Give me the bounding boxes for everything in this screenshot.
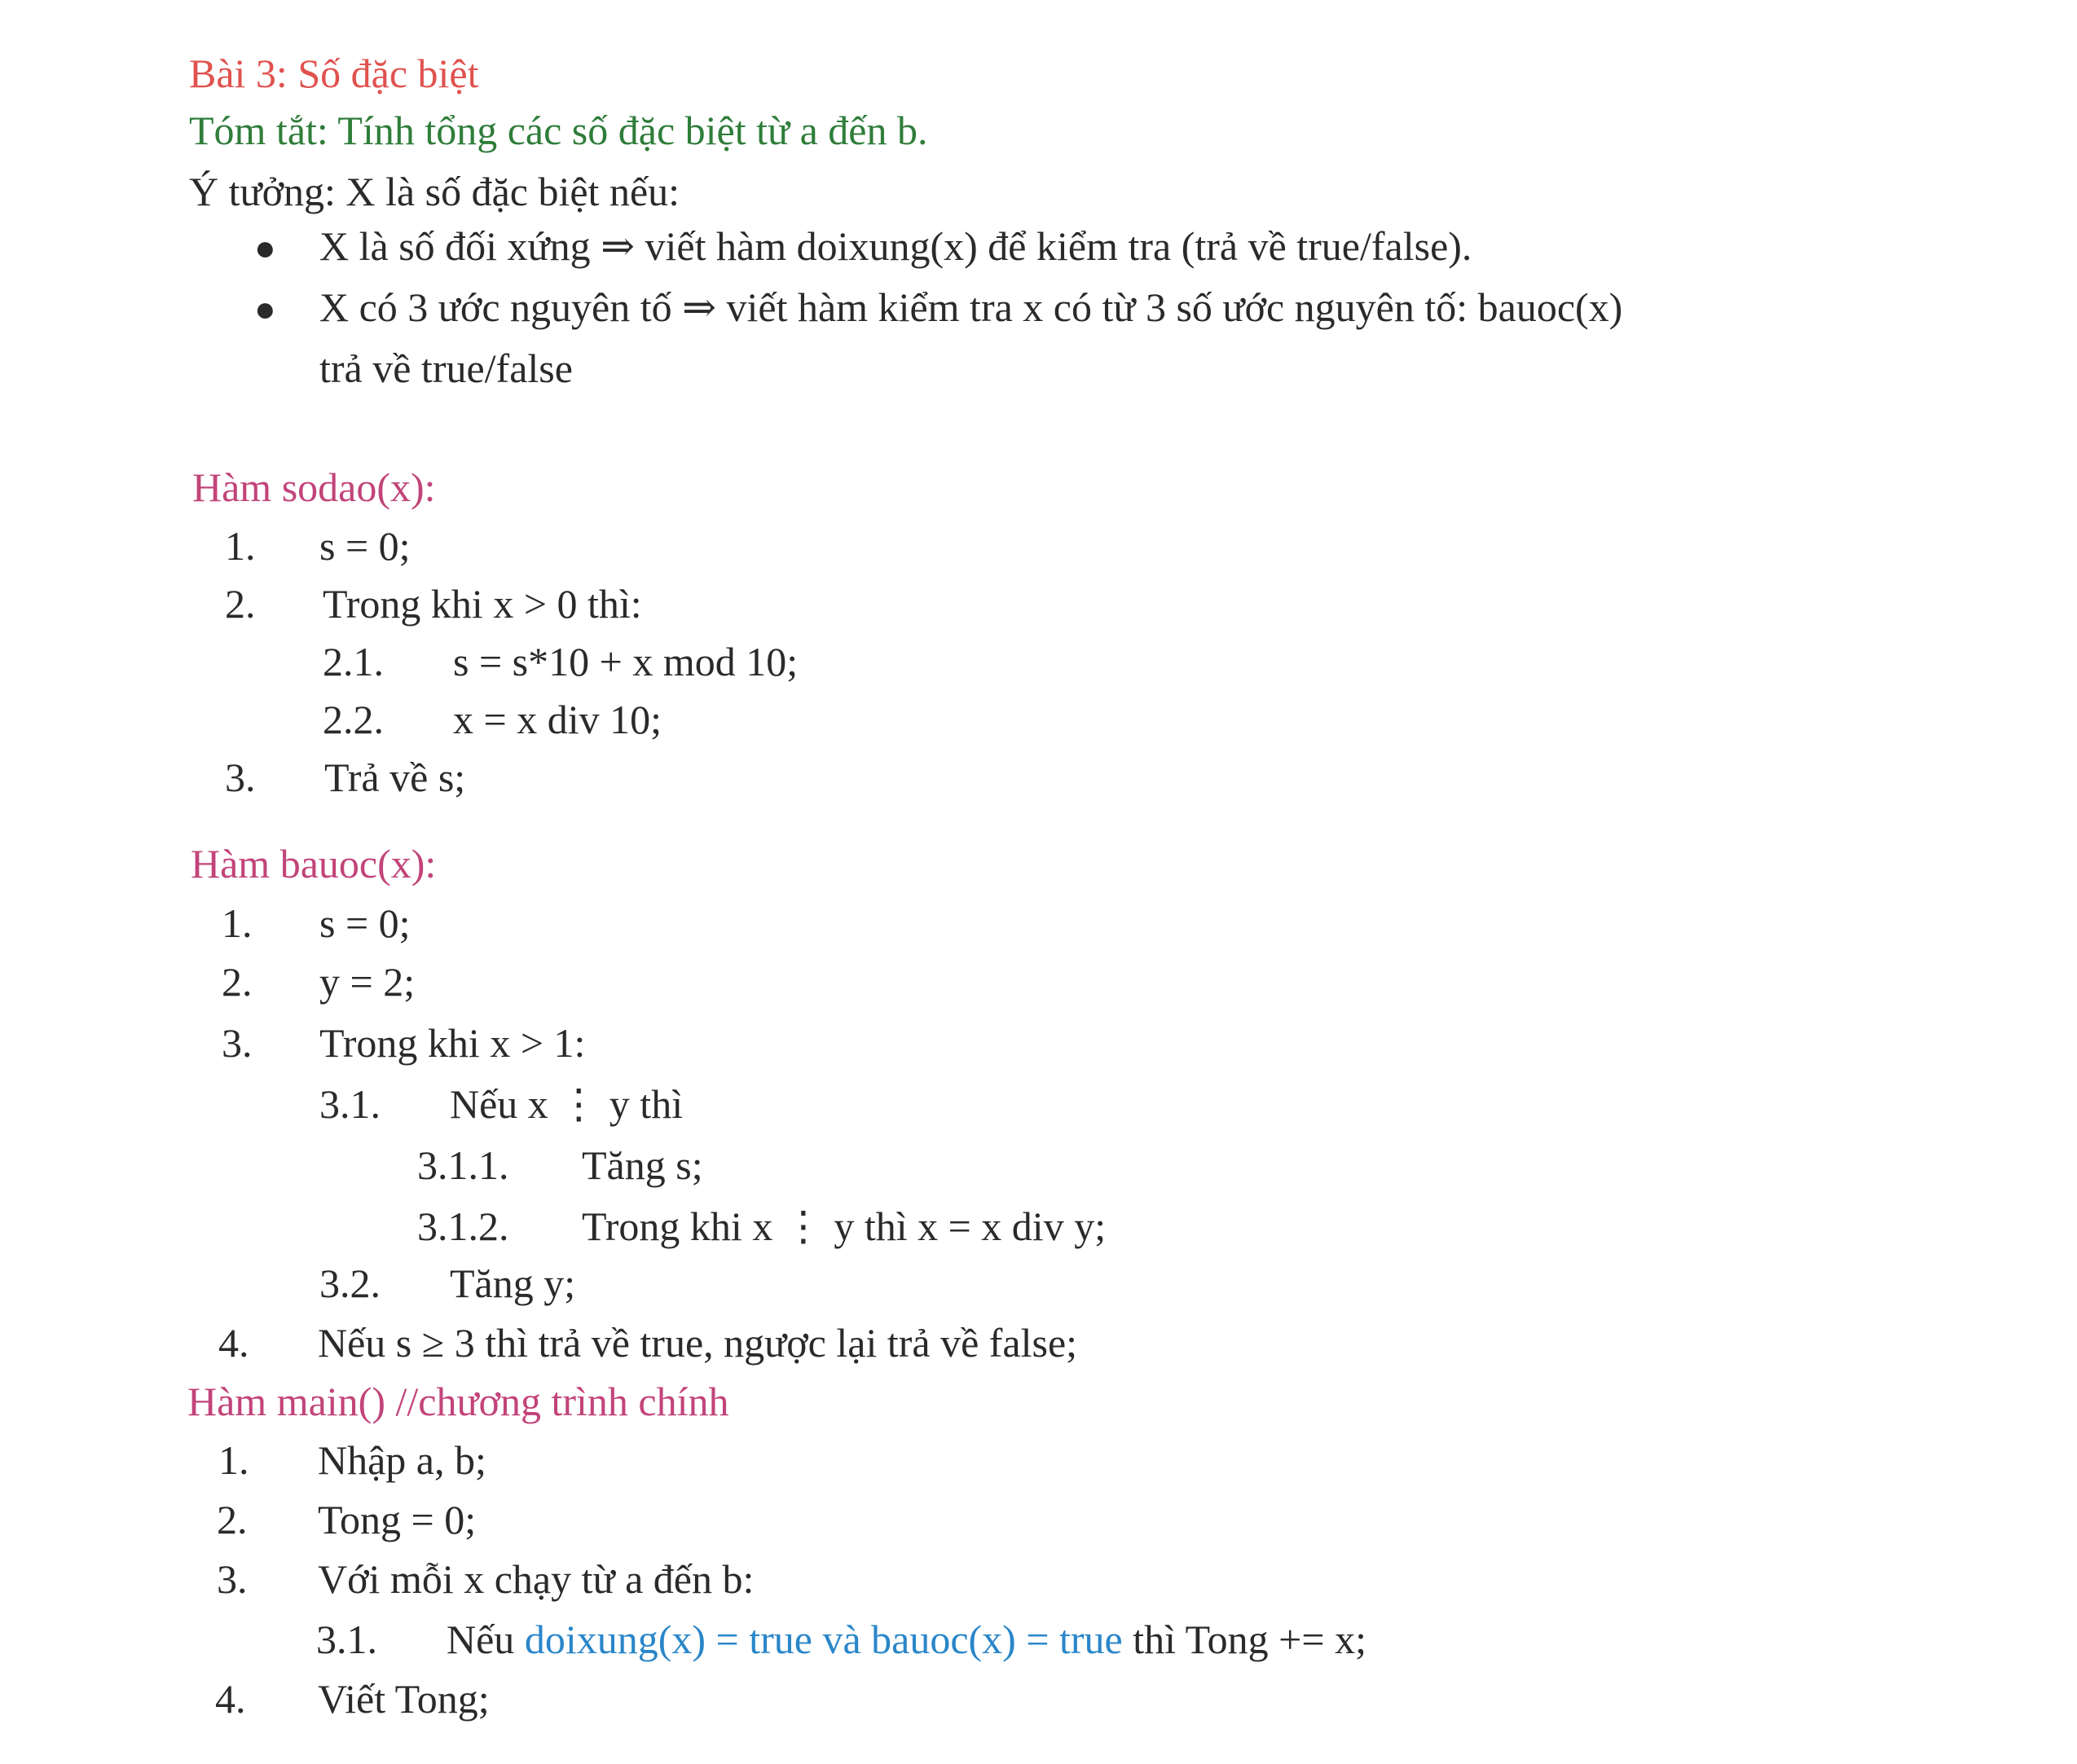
highlighted-condition: doixung(x) = true và bauoc(x) = true <box>524 1617 1123 1662</box>
step-number: 2.1. <box>323 639 384 684</box>
step-number: 4. <box>218 1320 249 1366</box>
step-number: 4. <box>215 1676 246 1722</box>
step-number: 3.1. <box>319 1081 381 1127</box>
step-number: 3.2. <box>319 1260 381 1306</box>
bullet-dot: ● <box>254 228 276 268</box>
step-text: Viết Tong; <box>318 1676 490 1722</box>
step-text: y = 2; <box>319 959 416 1005</box>
idea-bullet-2: X có 3 ước nguyên tố ⇒ viết hàm kiểm tra x có từ 3 số ước nguyên tố: bauoc(x) <box>319 284 1623 330</box>
step-number: 2. <box>225 581 256 627</box>
step-number: 2.2. <box>323 697 384 742</box>
step-number: 3. <box>225 754 256 800</box>
bullet-dot: ● <box>254 289 276 329</box>
idea-bullet-2-continuation: trả về true/false <box>319 345 573 391</box>
step-text: Nếu s ≥ 3 thì trả về true, ngược lại trả về false; <box>318 1320 1078 1366</box>
step-text: Tăng y; <box>450 1260 576 1306</box>
step-number: 1. <box>222 900 253 946</box>
step-text-conditional <box>447 1615 1366 1664</box>
step-number: 1. <box>225 523 256 569</box>
step-number: 2. <box>217 1497 248 1542</box>
step-text: s = 0; <box>319 523 411 569</box>
step-text: Tong = 0; <box>318 1497 477 1542</box>
step-text: Trả về s; <box>324 754 466 800</box>
step-number: 3. <box>222 1020 253 1066</box>
step-text: Trong khi x ⋮ y thì x = x div y; <box>582 1203 1107 1249</box>
step-text-suffix: thì Tong += x; <box>1122 1617 1366 1662</box>
step-text: x = x div 10; <box>453 697 662 742</box>
idea-heading: Ý tưởng: X là số đặc biệt nếu: <box>189 169 680 214</box>
summary-line: Tóm tắt: Tính tổng các số đặc biệt từ a đến b. <box>189 108 928 153</box>
step-number: 3.1. <box>316 1617 377 1662</box>
step-text: Với mỗi x chạy từ a đến b: <box>318 1556 755 1602</box>
step-number: 3. <box>217 1556 248 1602</box>
step-text: Nếu x ⋮ y thì <box>450 1081 684 1127</box>
main-heading: Hàm main() //chương trình chính <box>187 1379 729 1424</box>
step-text: Trong khi x > 0 thì: <box>323 581 642 627</box>
step-text: Trong khi x > 1: <box>319 1020 586 1066</box>
exercise-title: Bài 3: Số đặc biệt <box>189 51 479 96</box>
step-number: 1. <box>218 1437 249 1483</box>
step-number: 2. <box>222 959 253 1005</box>
step-number: 3.1.1. <box>417 1142 509 1188</box>
step-text: s = 0; <box>319 900 411 946</box>
step-text-prefix: Nếu <box>447 1617 525 1662</box>
step-text: s = s*10 + x mod 10; <box>453 639 799 684</box>
step-text: Tăng s; <box>582 1142 703 1188</box>
sodao-heading: Hàm sodao(x): <box>192 464 436 510</box>
bauoc-heading: Hàm bauoc(x): <box>191 841 437 886</box>
step-number: 3.1.2. <box>417 1203 509 1249</box>
idea-bullet-1: X là số đối xứng ⇒ viết hàm doixung(x) để kiểm tra (trả về true/false). <box>319 223 1472 269</box>
step-text: Nhập a, b; <box>318 1437 486 1483</box>
